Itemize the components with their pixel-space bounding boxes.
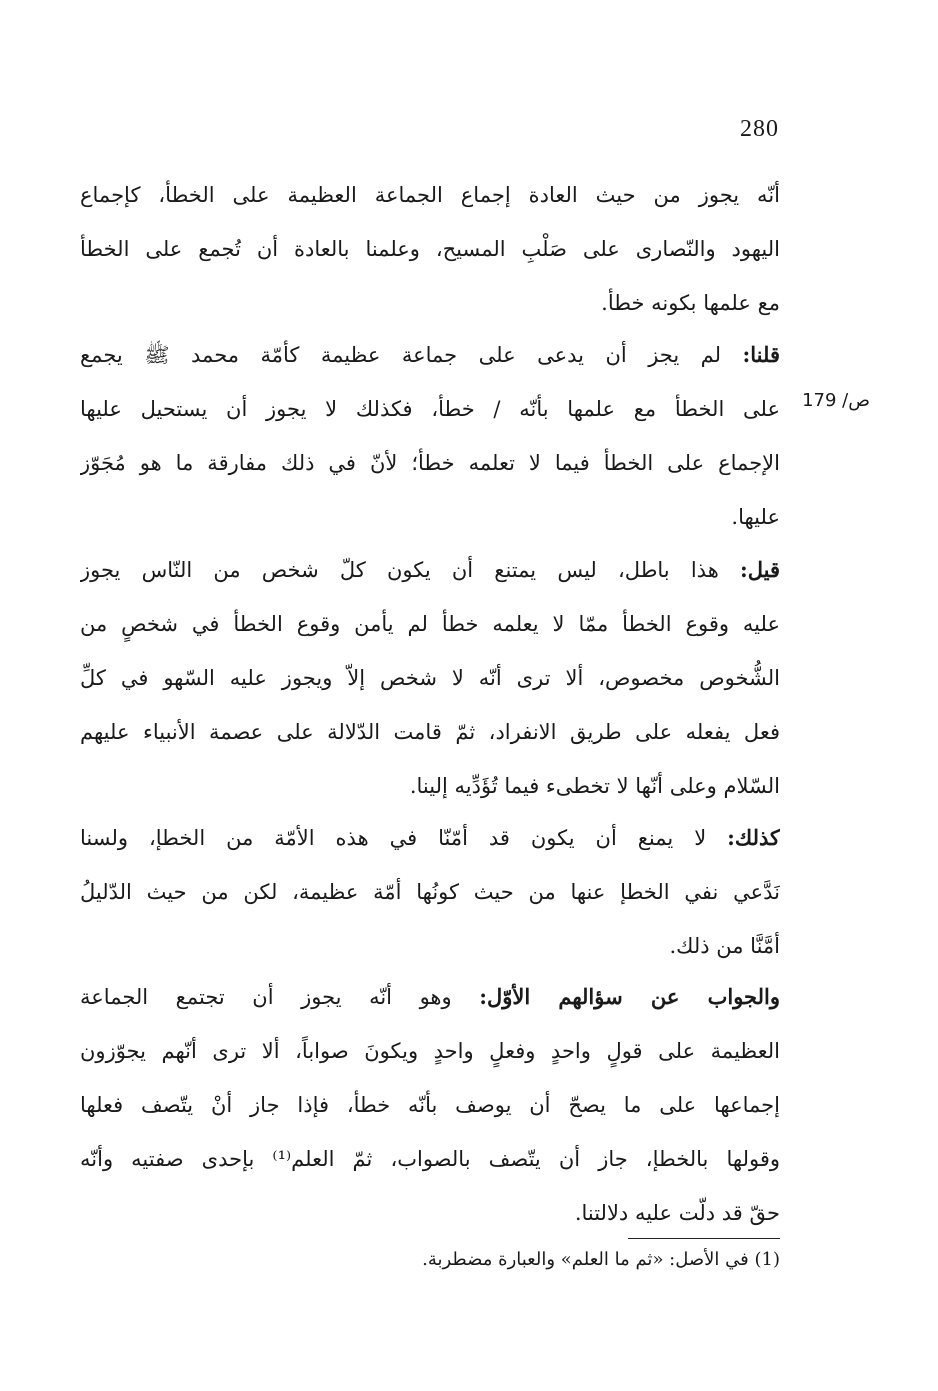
paragraph-line-text: إجماعها على ما يصحّ أن يوصف بأنّه خطأ، فإذا جاز أنْ يتّصف فعلها [80, 1093, 780, 1117]
paragraph-line-text: فعل يفعله على طريق الانفراد، ثمّ قامت الدّلالة على عصمة الأنبياء عليهم [80, 720, 780, 744]
paragraph-line-text: عليها. [731, 505, 780, 529]
paragraph-line [80, 1132, 780, 1186]
paragraph-line-text: هذا باطل، ليس يمتنع أن يكون كلّ شخص من النّاس يجوز [80, 558, 740, 582]
paragraph-line [80, 759, 780, 813]
paragraph-line [80, 543, 780, 597]
paragraph-line-text: مع علمها بكونه خطأ. [601, 291, 780, 315]
paragraph-line-text: وهو أنّه يجوز أن تجتمع الجماعة [80, 985, 480, 1009]
paragraph-line [80, 597, 780, 651]
paragraph-lead-term: كذلك: [727, 825, 780, 850]
paragraph-line-text: اليهود والنّصارى على صَلْبِ المسيح، وعلمنا بالعادة أن تُجمع على الخطأ [80, 237, 780, 261]
paragraph-line-text: وقولها بالخطإ، جاز أن يتّصف بالصواب، ثمّ العلم⁽¹⁾ بإحدى صفتيه وأنّه [80, 1147, 780, 1171]
paragraph-line-text: حقّ قد دلّت عليه دلالتنا. [574, 1201, 780, 1225]
paragraph [80, 970, 780, 1240]
paragraph-line [80, 1078, 780, 1132]
paragraph-line-text: الشُّخوص مخصوص، ألا ترى أنّه لا شخص إلاّ ويجوز عليه السّهو في كلِّ [80, 666, 780, 690]
paragraph [80, 328, 780, 544]
footnote-divider [628, 1238, 780, 1239]
paragraph-line-text: لم يجز أن يدعى على جماعة عظيمة كأمّة محمد ﷺ يجمع [80, 343, 743, 367]
footnote: (1) في الأصل: «ثم ما العلم» والعبارة مضطربة. [422, 1249, 780, 1270]
margin-page-reference: ص/ 179 [802, 390, 870, 411]
paragraph-line [80, 705, 780, 759]
paragraph-line-text: عليه وقوع الخطأ ممّا لا يعلمه خطأ لم يأمن وقوع الخطأ في شخصٍ من [80, 612, 780, 636]
paragraph-lead-term: قيل: [739, 557, 780, 582]
paragraph-line [80, 865, 780, 919]
paragraph-lead-term: قلنا: [742, 342, 780, 367]
paragraph-line-text: على الخطأ مع علمها بأنّه / خطأ، فكذلك لا يجوز أن يستحيل عليها [80, 397, 780, 421]
paragraph-line [80, 919, 780, 973]
paragraph-line [80, 382, 780, 436]
paragraph-line [80, 328, 780, 382]
paragraph-line [80, 1186, 780, 1240]
paragraph-lead-term: والجواب عن سؤالهم الأوّل: [479, 984, 780, 1009]
paragraph-line-text: العظيمة على قولٍ واحدٍ وفعلٍ واحدٍ ويكونَ صواباً، ألا ترى أنّهم يجوّزون [80, 1039, 780, 1063]
paragraph-line-text: السّلام وعلى أنّها لا تخطىء فيما تُؤَدِّيه إلينا. [409, 774, 780, 798]
paragraph-line-text: أمَّنَّا من ذلك. [669, 934, 780, 958]
paragraph-line-text: لا يمنع أن يكون قد أمّنّا في هذه الأمّة من الخطإ، ولسنا [80, 826, 728, 850]
paragraph [80, 543, 780, 813]
page-number: 280 [740, 116, 779, 142]
paragraph-line-text: الإجماع على الخطأ فيما لا تعلمه خطأ؛ لأنّ في ذلك مفارقة ما هو مُجَوّز [80, 451, 780, 475]
paragraph-line [80, 222, 780, 276]
paragraph-line-text: أنّه يجوز من حيث العادة إجماع الجماعة العظيمة على الخطأ، كإجماع [80, 183, 780, 207]
paragraph-line [80, 490, 780, 544]
paragraph-line-text: نَدَّعي نفي الخطإ عنها من حيث كونُها أمّة عظيمة، لكن من حيث الدّليلُ [80, 880, 780, 904]
paragraph-line [80, 436, 780, 490]
paragraph-line [80, 168, 780, 222]
paragraph-line [80, 811, 780, 865]
paragraph-line [80, 276, 780, 330]
paragraph [80, 168, 780, 330]
paragraph-line [80, 1024, 780, 1078]
paragraph [80, 811, 780, 973]
paragraph-line [80, 970, 780, 1024]
paragraph-line [80, 651, 780, 705]
